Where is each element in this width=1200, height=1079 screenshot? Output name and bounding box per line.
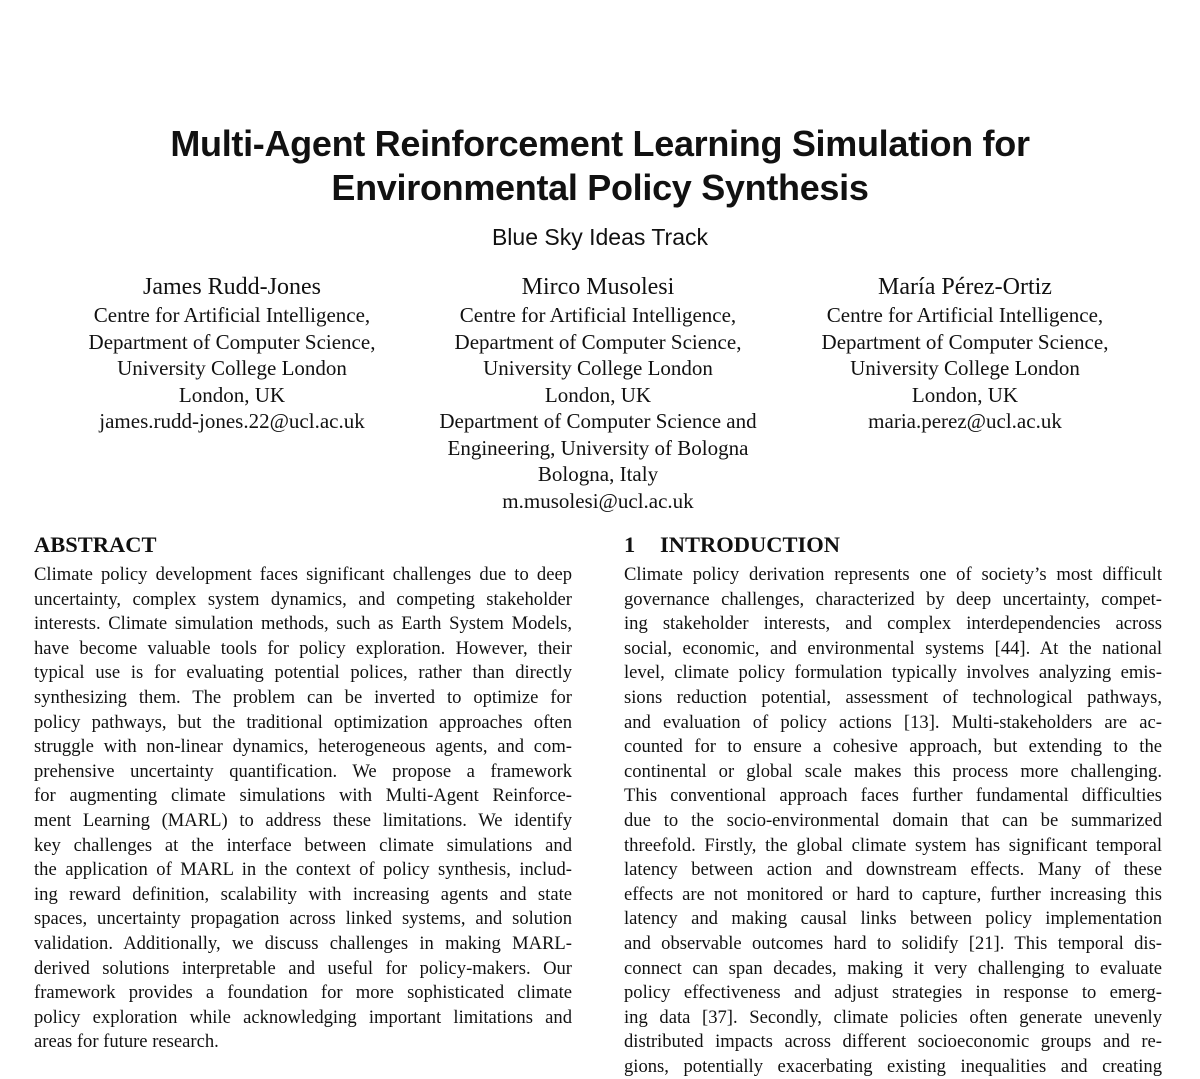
paper-title	[60, 122, 1140, 210]
introduction-line: social, economic, and environmental systems [44]. At the national	[624, 637, 1162, 659]
paper-title-line-2: Environmental Policy Synthesis	[331, 167, 869, 208]
introduction-body	[624, 563, 1162, 1079]
abstract-line: ing reward definition, scalability with increasing agents and state	[34, 883, 572, 905]
abstract-line: derived solutions interpretable and useful for policy-makers. Our	[34, 957, 572, 979]
author-1	[42, 272, 422, 435]
abstract-line: uncertainty, complex system dynamics, and competing stakeholder	[34, 588, 572, 610]
author-affiliation-line: University College London	[483, 356, 713, 380]
introduction-line: counted for to ensure a cohesive approach, but extending to the	[624, 736, 1162, 758]
introduction-line: Climate policy derivation represents one of society’s most difficult	[624, 564, 1162, 585]
abstract-line: validation. Additionally, we discuss challenges in making MARL-	[34, 932, 572, 954]
introduction-line: connect can span decades, making it very challenging to evaluate	[624, 957, 1162, 979]
abstract-line: ment Learning (MARL) to address these limitations. We identify	[34, 809, 572, 831]
abstract-line: the application of MARL in the context of policy synthesis, includ-	[34, 859, 572, 881]
introduction-line: effects are not monitored or hard to capture, further increasing this	[624, 883, 1162, 905]
introduction-line: sions reduction potential, assessment of technological pathways,	[624, 686, 1162, 708]
introduction-line: continental or global scale makes this process more challenging.	[624, 760, 1162, 782]
abstract-line: policy pathways, but the traditional optimization approaches often	[34, 711, 572, 733]
author-affiliation-line: Engineering, University of Bologna	[447, 435, 749, 460]
introduction-line: and observable outcomes hard to solidify [21]. This temporal dis-	[624, 932, 1162, 954]
author-affiliation-line: Centre for Artificial Intelligence,	[93, 303, 371, 327]
introduction-line: latency and making causal links between policy implementation	[624, 908, 1162, 930]
abstract-body	[34, 563, 572, 1055]
introduction-line: ing stakeholder interests, and complex interdependencies across	[624, 613, 1162, 635]
introduction-line: This conventional approach faces further fundamental difficulties	[624, 785, 1162, 807]
introduction-section-number: 1	[624, 532, 636, 557]
author-3	[775, 272, 1155, 435]
paper-title-line-1: Multi-Agent Reinforcement Learning Simulation for	[170, 123, 1030, 164]
author-affiliation-line: Department of Computer Science and	[439, 409, 757, 433]
abstract-line: prehensive uncertainty quantification. We propose a framework	[34, 760, 572, 782]
author-affiliation-line: Department of Computer Science,	[88, 329, 376, 354]
abstract-line: for augmenting climate simulations with Multi-Agent Reinforce-	[34, 785, 572, 807]
introduction-line: due to the socio-environmental domain that can be summarized	[624, 809, 1162, 831]
author-name: María Pérez-Ortiz	[878, 274, 1052, 300]
abstract-line: interests. Climate simulation methods, such as Earth System Models,	[34, 613, 572, 635]
introduction-line: threefold. Firstly, the global climate system has significant temporal	[624, 834, 1162, 856]
author-2	[408, 272, 788, 514]
introduction-heading	[624, 530, 840, 560]
author-email: m.musolesi@ucl.ac.uk	[502, 488, 694, 513]
introduction-line: governance challenges, characterized by deep uncertainty, compet-	[624, 588, 1162, 610]
introduction-line: ing data [37]. Secondly, climate policies often generate unevenly	[624, 1006, 1162, 1028]
author-affiliation-line: Bologna, Italy	[537, 462, 659, 486]
introduction-line: level, climate policy formulation typically involves analyzing emis-	[624, 662, 1162, 684]
abstract-line: areas for future research.	[34, 1031, 219, 1053]
author-affiliation-line: Centre for Artificial Intelligence,	[459, 303, 737, 327]
abstract-line: struggle with non-linear dynamics, heterogeneous agents, and com-	[34, 736, 572, 758]
author-affiliation-line: Department of Computer Science,	[454, 329, 742, 354]
author-affiliation-line: London, UK	[178, 382, 286, 407]
abstract-line: key challenges at the interface between climate simulations and	[34, 834, 572, 856]
author-affiliation-line: London, UK	[544, 382, 652, 407]
introduction-line: and evaluation of policy actions [13]. Multi-stakeholders are ac-	[624, 711, 1162, 733]
author-affiliation-line: University College London	[117, 356, 347, 380]
introduction-line: latency between action and downstream effects. Many of these	[624, 859, 1162, 881]
author-affiliation-line: Department of Computer Science,	[821, 329, 1109, 354]
introduction-heading-text: INTRODUCTION	[660, 532, 841, 557]
author-name: Mirco Musolesi	[521, 274, 675, 300]
abstract-line: synthesizing them. The problem can be inverted to optimize for	[34, 686, 572, 708]
abstract-line: Climate policy development faces significant challenges due to deep	[34, 564, 572, 585]
introduction-line: gions, potentially exacerbating existing inequalities and creating	[624, 1055, 1162, 1077]
abstract-line: spaces, uncertainty propagation across linked systems, and solution	[34, 908, 572, 930]
abstract-line: policy exploration while acknowledging important limitations and	[34, 1006, 572, 1028]
abstract-line: framework provides a foundation for more sophisticated climate	[34, 982, 572, 1004]
author-name: James Rudd-Jones	[143, 274, 321, 300]
introduction-line: policy effectiveness and adjust strategies in response to emerg-	[624, 982, 1162, 1004]
abstract-line: typical use is for evaluating potential polices, rather than directly	[34, 662, 572, 684]
author-email: maria.perez@ucl.ac.uk	[868, 409, 1062, 433]
author-affiliation-line: Centre for Artificial Intelligence,	[826, 303, 1104, 327]
abstract-heading-text: ABSTRACT	[34, 532, 157, 557]
abstract-line: have become valuable tools for policy exploration. However, their	[34, 637, 572, 659]
author-affiliation-line: London, UK	[911, 382, 1019, 407]
author-email: james.rudd-jones.22@ucl.ac.uk	[99, 409, 365, 433]
abstract-heading	[34, 530, 157, 560]
introduction-line: distributed impacts across different socioeconomic groups and re-	[624, 1031, 1162, 1053]
track-label: Blue Sky Ideas Track	[491, 224, 709, 250]
author-affiliation-line: University College London	[850, 356, 1080, 380]
